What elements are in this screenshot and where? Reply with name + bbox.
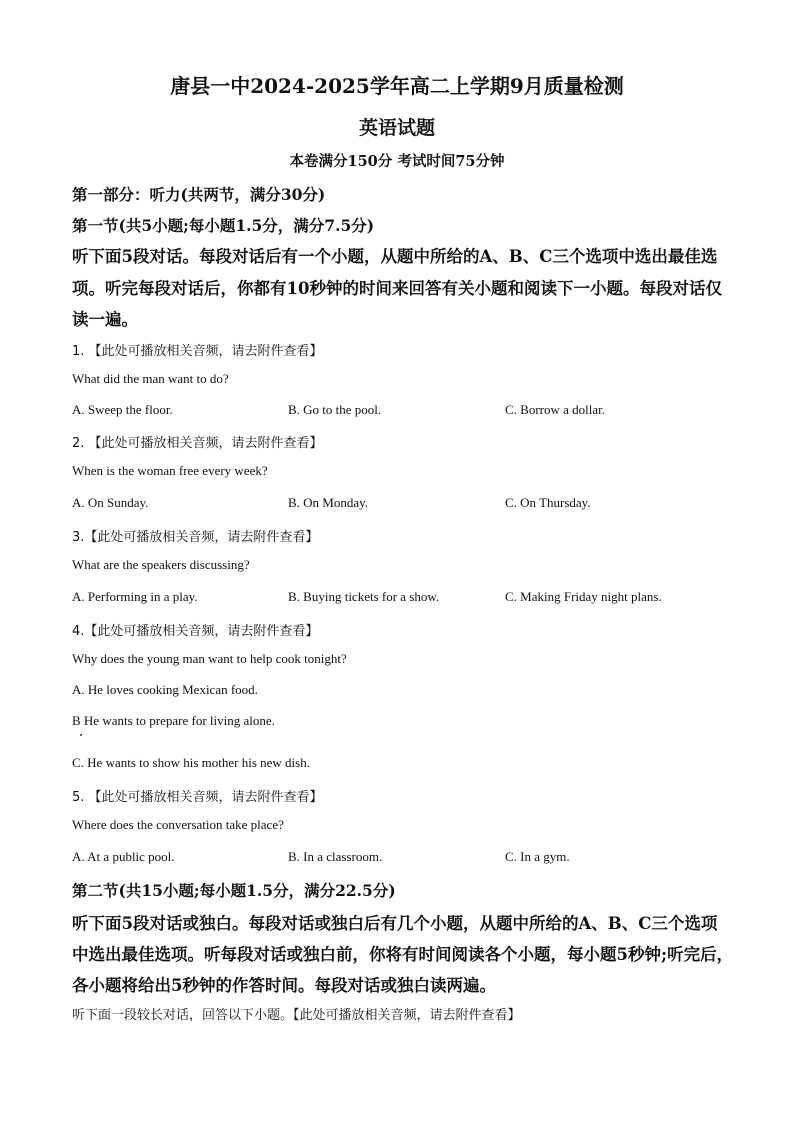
- part1-heading: 第一部分：听力(共两节，满分30分): [72, 185, 326, 204]
- q1-option-a: A. Sweep the floor.: [72, 402, 173, 417]
- section1-instructions-line1: 听下面5段对话。每段对话后有一个小题，从题中所给的A、B、C三个选项中选出最佳选: [72, 247, 718, 266]
- q1-option-b: B. Go to the pool.: [288, 402, 382, 417]
- q5-option-b: B. In a classroom.: [288, 849, 383, 864]
- q1-audio-placeholder[interactable]: 1. 【此处可播放相关音频，请去附件查看】: [72, 344, 323, 359]
- q4-question: Why does the young man want to help cook tonight?: [72, 651, 347, 666]
- q5-question: Where does the conversation take place?: [72, 817, 284, 832]
- q5-option-c: C. In a gym.: [505, 849, 570, 864]
- q4-option-a: A. He loves cooking Mexican food.: [72, 682, 258, 697]
- q3-option-b: B. Buying tickets for a show.: [288, 589, 440, 604]
- exam-subtitle: 英语试题: [358, 117, 435, 139]
- q3-question: What are the speakers discussing?: [72, 557, 250, 572]
- q1-option-c: C. Borrow a dollar.: [505, 402, 606, 417]
- q3-option-a: A. Performing in a play.: [72, 589, 198, 604]
- exam-title: 唐县一中2024-2025学年高二上学期9月质量检测: [170, 74, 624, 98]
- section2-instructions-line1: 听下面5段对话或独白。每段对话或独白后有几个小题，从题中所给的A、B、C三个选项: [72, 914, 718, 933]
- q3-audio-placeholder[interactable]: 3.【此处可播放相关音频，请去附件查看】: [72, 530, 319, 545]
- section1-instructions-line2: 项。听完每段对话后，你都有10秒钟的时间来回答有关小题和阅读下一小题。每段对话仅: [72, 279, 722, 298]
- q5-option-a: A. At a public pool.: [72, 849, 175, 864]
- q2-option-c: C. On Thursday.: [505, 495, 591, 510]
- q4-option-c: C. He wants to show his mother his new dish.: [72, 755, 310, 770]
- q4-option-b: B He wants to prepare for living alone.: [72, 713, 275, 728]
- section1-instructions-line3: 读一遍。: [72, 310, 138, 329]
- section2-audio-line[interactable]: 听下面一段较长对话，回答以下小题。【此处可播放相关音频，请去附件查看】: [72, 1008, 521, 1023]
- q1-question: What did the man want to do?: [72, 371, 229, 386]
- section1-heading: 第一节(共5小题;每小题1.5分，满分7.5分): [72, 216, 375, 235]
- q2-option-a: A. On Sunday.: [72, 495, 149, 510]
- section2-heading: 第二节(共15小题;每小题1.5分，满分22.5分): [72, 881, 396, 900]
- q2-option-b: B. On Monday.: [288, 495, 369, 510]
- q2-question: When is the woman free every week?: [72, 463, 268, 478]
- q5-audio-placeholder[interactable]: 5. 【此处可播放相关音频，请去附件查看】: [72, 790, 323, 805]
- q4-audio-placeholder[interactable]: 4.【此处可播放相关音频，请去附件查看】: [72, 624, 319, 639]
- stray-dot: [80, 734, 82, 736]
- exam-info: 本卷满分150分 考试时间75分钟: [289, 153, 505, 170]
- q3-option-c: C. Making Friday night plans.: [505, 589, 662, 604]
- q2-audio-placeholder[interactable]: 2. 【此处可播放相关音频，请去附件查看】: [72, 436, 323, 451]
- section2-instructions-line3: 各小题将给出5秒钟的作答时间。每段对话或独白读两遍。: [72, 976, 496, 995]
- section2-instructions-line2: 中选出最佳选项。听每段对话或独白前，你将有时间阅读各个小题，每小题5秒钟;听完后，: [72, 945, 734, 964]
